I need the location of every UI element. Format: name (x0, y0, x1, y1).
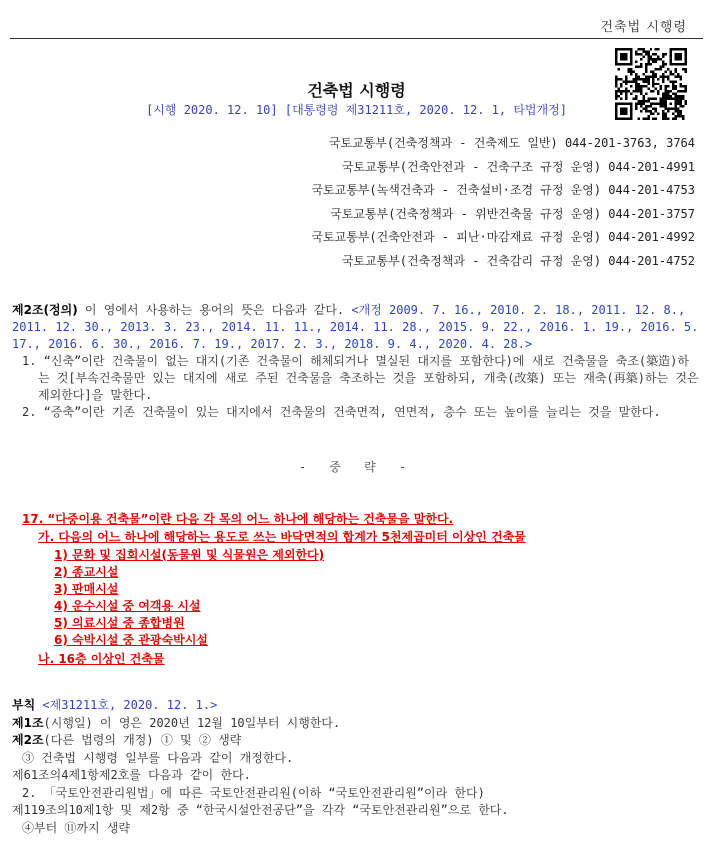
addenda-line: ③ 건축법 시행령 일부를 다음과 같이 개정한다. (22, 750, 294, 765)
addenda-heading (12, 697, 702, 715)
addenda-line: ④부터 ⑪까지 생략 (22, 820, 131, 835)
addenda-article-1-text: (시행일) 이 영은 2020년 12월 10일부터 시행한다. (43, 715, 341, 730)
item-17-sub: 5) 의료시설 중 종합병원 (54, 616, 185, 630)
item-17-sub: 4) 운수시설 중 여객용 시설 (54, 599, 201, 613)
article-2-intro (12, 302, 700, 353)
contact-line: 국토교통부(건축안전과 - 건축구조 규정 운영) 044-201-4991 (341, 159, 695, 174)
item-17-na: 나. 16층 이상인 건축물 (38, 652, 165, 666)
item-17-sub: 6) 숙박시설 중 관광숙박시설 (54, 633, 208, 647)
addenda-line: 2. 「국토안전관리원법」에 따른 국토안전관리원(이하 “국토안전관리원”이라 한다) (22, 785, 485, 800)
addenda-article-1 (12, 715, 702, 733)
document-title: 건축법 시행령 (307, 81, 406, 100)
effective-info: [시행 2020. 12. 10] [대통령령 제31211호, 2020. 12. 1, 타법개정] (146, 103, 567, 117)
omission-marker: - 중 략 - (298, 460, 415, 474)
addenda (12, 697, 702, 837)
article-2-amendments: <개정 2009. 7. 16., 2010. 2. 18., 2011. 12. 8., 2011. 12. 30., 2013. 3. 23., 2014. 11. 11., 2014. 11. 28., 2015. 9. 22., 2016. 1. 19., 2016. 5. 17., 2016. 6. 30., 2016. 7. 19., 2017. 2. 3., 2018. 9. 4., 2020. 4. 28.> (12, 303, 699, 351)
item-17-ga: 가. 다음의 어느 하나에 해당하는 용도로 쓰는 바닥면적의 합계가 5천제곱미터 이상인 건축물 (38, 530, 526, 544)
contact-line: 국토교통부(건축정책과 - 건축감리 규정 운영) 044-201-4752 (341, 253, 695, 268)
header-rule (10, 38, 703, 39)
contact-line: 국토교통부(건축정책과 - 위반건축물 규정 운영) 044-201-3757 (330, 206, 695, 221)
article-2-item-2: 2. “증축”이란 기존 건축물이 있는 대지에서 건축물의 건축면적, 연면적, 층수 또는 높이를 늘리는 것을 말한다. (22, 405, 661, 419)
contact-line: 국토교통부(건축정책과 - 건축제도 일반) 044-201-3763, 3764 (328, 136, 695, 150)
addenda-article-2 (12, 732, 702, 750)
running-header: 건축법 시행령 (600, 20, 687, 35)
item-17-sub: 1) 문화 및 집회시설(동물원 및 식물원은 제외한다) (54, 548, 325, 562)
addenda-article-2-text: (다른 법령의 개정) ① 및 ② 생략 (43, 733, 242, 747)
item-17-sub: 2) 종교시설 (54, 565, 119, 579)
item-17-heading: 17. “다중이용 건축물”이란 다음 각 목의 어느 하나에 해당하는 건축물을 말한다. (22, 512, 454, 526)
addenda-line: 제61조의4제1항제2호를 다음과 같이 한다. (12, 768, 251, 782)
item-17-sub: 3) 판매시설 (54, 582, 119, 596)
addenda-line: 제119조의10제1항 및 제2항 중 “한국시설안전공단”을 각각 “국토안전관리원”으로 한다. (12, 803, 509, 817)
addenda-decree: <제31211호, 2020. 12. 1.> (35, 698, 218, 712)
article-2-item-1: 1. “신축”이란 건축물이 없는 대지(기존 건축물이 해체되거나 멸실된 대지를 포함한다)에 새로 건축물을 축조(築造)하는 것[부속건축물만 있는 대지에 새로 주된 건축물을 축조하는 것을 포함하되, 개축(改築) 또는 재축(再築)하는 것은 제외한다]을 말한다. (22, 354, 699, 402)
contact-list (311, 132, 695, 273)
addenda-article-2-title: 제2조 (12, 733, 44, 747)
addenda-title: 부칙 (12, 698, 36, 712)
contact-line: 국토교통부(건축안전과 - 피난·마감재료 규정 운영) 044-201-4992 (311, 230, 695, 244)
addenda-article-1-title: 제1조 (12, 715, 44, 730)
article-2 (12, 302, 700, 421)
contact-line: 국토교통부(녹색건축과 - 건축설비·조경 규정 운영) 044-201-4753 (311, 183, 695, 197)
article-2-title: 제2조(정의) (12, 303, 78, 317)
article-2-intro-text: 이 영에서 사용하는 용어의 뜻은 다음과 같다. (77, 303, 352, 317)
